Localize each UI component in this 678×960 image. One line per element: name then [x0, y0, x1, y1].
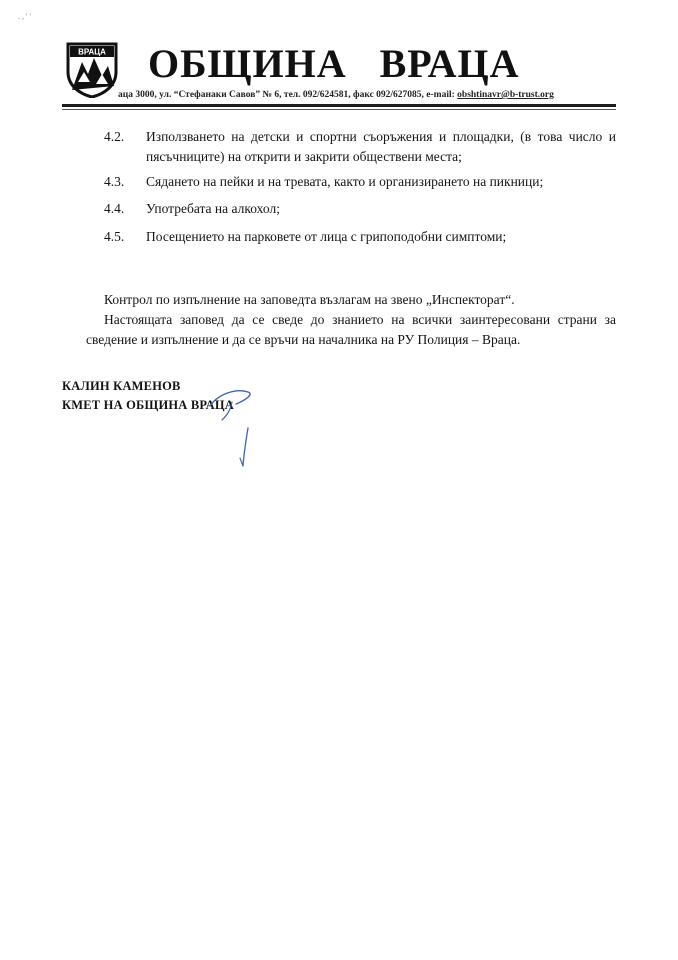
vratsa-crest-logo [64, 42, 120, 98]
notice-paragraph: Настоящата заповед да се сведе до знанието на всички заинтересовани страни за сведение и изпълнение и да се връчи на началника на РУ Полиция – Враца. [86, 312, 616, 347]
email-link[interactable]: obshtinavr@b-trust.org [457, 90, 554, 100]
control-paragraph: Контрол по изпълнение на заповедта възлагам на звено „Инспекторат“. [104, 292, 515, 307]
signatory-name: КАЛИН КАМЕНОВ [62, 379, 181, 393]
item-text: Посещението на парковете от лица с грипоподобни симптоми; [146, 229, 507, 244]
item-text: Използването на детски и спортни съоръжения и площадки, (в това число и пясъчниците) на открити и закрити обществени места; [146, 129, 616, 164]
signatory-position: КМЕТ НА ОБЩИНА ВРАЦА [62, 398, 234, 412]
scan-marks: . , ' ' [18, 12, 31, 21]
crest-text: ВРАЦА [78, 47, 106, 57]
header-rule [62, 104, 616, 107]
item-number: 4.2. [104, 129, 125, 144]
item-text: Употребата на алкохол; [146, 201, 280, 216]
item-number: 4.5. [104, 229, 125, 244]
address-text: аца 3000, ул. “Стефанаки Савов” № 6, тел. 092/624581, факс 092/627085, e-mail: [118, 90, 458, 100]
item-text: Сядането на пейки и на тревата, както и организирането на пикници; [146, 174, 544, 189]
item-number: 4.3. [104, 174, 125, 189]
item-number: 4.4. [104, 201, 125, 216]
address-line [118, 90, 554, 100]
municipality-title: ОБЩИНА ВРАЦА [148, 41, 520, 86]
handwritten-signature [196, 386, 266, 476]
header-rule-thin [62, 109, 616, 110]
